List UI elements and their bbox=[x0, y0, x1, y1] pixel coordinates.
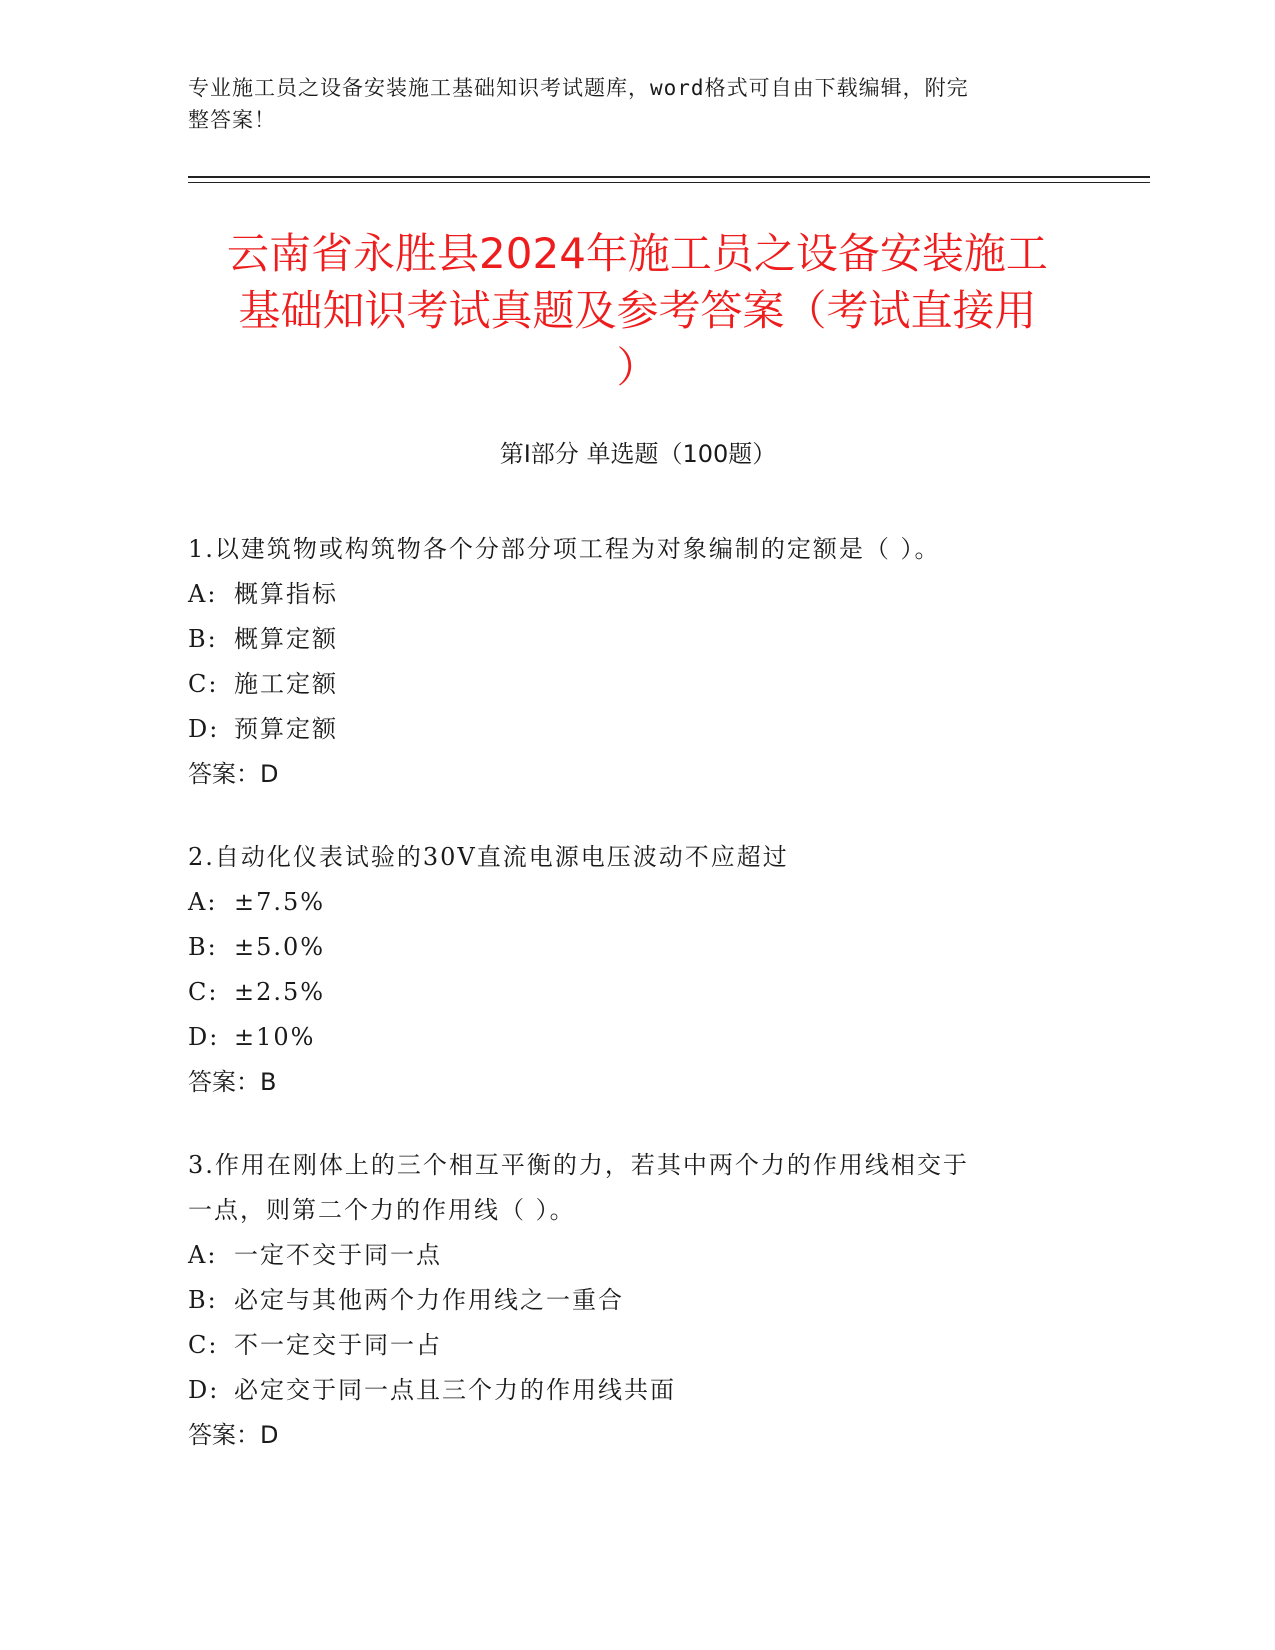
option-key: C: bbox=[188, 670, 219, 698]
option-key: C: bbox=[188, 1331, 219, 1359]
answer-line: 答案：D bbox=[188, 760, 279, 788]
option-key: B: bbox=[188, 625, 218, 653]
header-note-line: 专业施工员之设备安装施工基础知识考试题库，word格式可自由下载编辑，附完 bbox=[188, 76, 969, 100]
option-key: B: bbox=[188, 933, 218, 961]
question-stem: 1.以建筑物或构筑物各个分部分项工程为对象编制的定额是（ ）。 bbox=[188, 535, 941, 563]
option-d bbox=[188, 707, 1088, 752]
title-line: 云南省永胜县2024年施工员之设备安装施工 bbox=[227, 229, 1048, 278]
option-text: 必定交于同一点且三个力的作用线共面 bbox=[234, 1376, 676, 1404]
option-text: 概算指标 bbox=[234, 580, 338, 608]
option-d bbox=[188, 1368, 1088, 1413]
option-text: ±5.0% bbox=[234, 933, 326, 961]
option-text: 概算定额 bbox=[234, 625, 338, 653]
option-key: B: bbox=[188, 1286, 218, 1314]
option-a bbox=[188, 572, 1088, 617]
header-divider-thin bbox=[188, 182, 1150, 183]
question-item bbox=[188, 527, 1088, 797]
header-note-line: 整答案！ bbox=[188, 108, 276, 132]
option-key: A: bbox=[188, 888, 218, 916]
question-item bbox=[188, 1143, 1088, 1458]
option-key: D: bbox=[188, 715, 220, 743]
option-key: A: bbox=[188, 1241, 218, 1269]
option-b bbox=[188, 617, 1088, 662]
title-line: ） bbox=[616, 343, 659, 392]
option-text: ±2.5% bbox=[234, 978, 326, 1006]
question-stem-continued: 一点，则第二个力的作用线（ ）。 bbox=[188, 1196, 576, 1224]
option-text: ±7.5% bbox=[234, 888, 326, 916]
question-list bbox=[188, 527, 1088, 1496]
question-stem: 3.作用在刚体上的三个相互平衡的力，若其中两个力的作用线相交于 bbox=[188, 1151, 969, 1179]
header-note bbox=[188, 72, 1068, 136]
option-text: 不一定交于同一占 bbox=[234, 1331, 442, 1359]
question-stem: 2.自动化仪表试验的30V直流电源电压波动不应超过 bbox=[188, 843, 789, 871]
option-c bbox=[188, 1323, 1088, 1368]
option-c bbox=[188, 970, 1088, 1015]
option-a bbox=[188, 1233, 1088, 1278]
answer-line: 答案：D bbox=[188, 1421, 279, 1449]
document-title bbox=[170, 225, 1105, 396]
section-heading: 第Ⅰ部分 单选题（100题） bbox=[499, 440, 777, 468]
option-b bbox=[188, 925, 1088, 970]
title-line: 基础知识考试真题及参考答案（考试直接用 bbox=[238, 286, 1037, 335]
option-b bbox=[188, 1278, 1088, 1323]
option-a bbox=[188, 880, 1088, 925]
answer-line: 答案：B bbox=[188, 1068, 277, 1096]
option-text: ±10% bbox=[234, 1023, 316, 1051]
option-key: C: bbox=[188, 978, 219, 1006]
option-text: 施工定额 bbox=[234, 670, 338, 698]
header-divider-thick bbox=[188, 176, 1150, 178]
option-text: 一定不交于同一点 bbox=[234, 1241, 442, 1269]
option-d bbox=[188, 1015, 1088, 1060]
option-key: D: bbox=[188, 1376, 220, 1404]
option-text: 必定与其他两个力作用线之一重合 bbox=[234, 1286, 624, 1314]
option-key: A: bbox=[188, 580, 218, 608]
option-key: D: bbox=[188, 1023, 220, 1051]
option-c bbox=[188, 662, 1088, 707]
question-item bbox=[188, 835, 1088, 1105]
option-text: 预算定额 bbox=[234, 715, 338, 743]
